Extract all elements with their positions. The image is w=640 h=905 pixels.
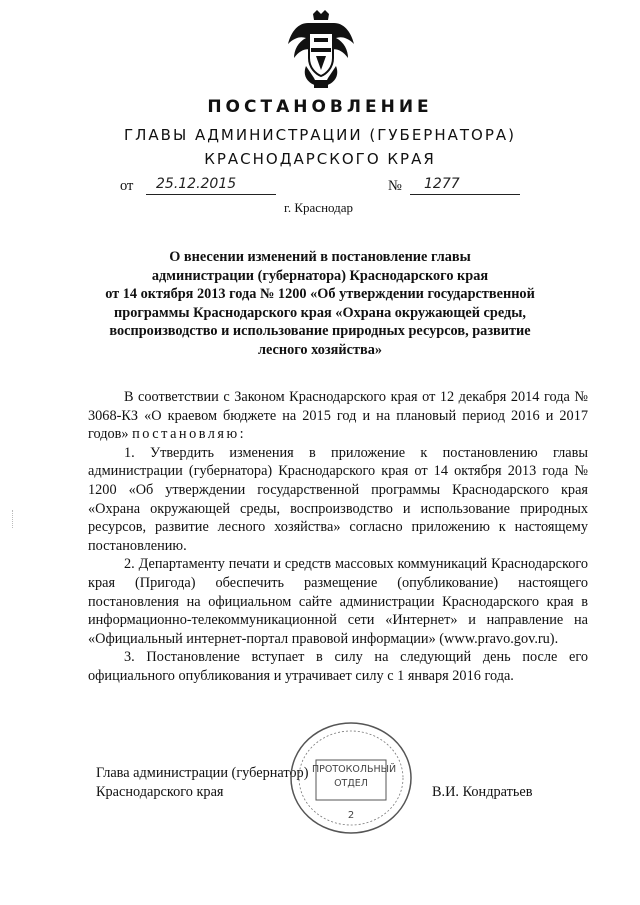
item-3: 3. Постановление вступает в силу на следующий день после его официального опубликования и утрачивает силу с 1 января 2016 года. — [88, 649, 588, 684]
subject-line: программы Краснодарского края «Охрана окружающей среды, — [114, 304, 526, 321]
item-1: 1. Утвердить изменения в приложение к постановлению главы администрации (губернатора) Краснодарского края от 14 октября 2013 года № 1200 «Об утверждении государственной программы Краснодарского края «Охрана окружающей среды, воспроизводство и использование природных ресурсов, развитие лесного хозяйства» согласно приложению к настоящему постановлению. — [88, 444, 588, 554]
number-value: 1277 — [424, 176, 460, 192]
subject-line: от 14 октября 2013 года № 1200 «Об утверждении государственной — [105, 286, 535, 303]
issuer-line-1: ГЛАВЫ АДМИНИСТРАЦИИ (ГУБЕРНАТОРА) — [123, 126, 517, 144]
preamble-text: В соответствии с Законом Краснодарского края от 12 декабря 2014 года № 3068-КЗ «О краевом бюджете на 2015 год и на плановый период 2016 и 2017 годов» — [88, 389, 588, 443]
date-underline — [146, 194, 276, 195]
stamp-line-2: ОТДЕЛ — [334, 778, 368, 789]
number-label: № — [388, 178, 402, 194]
document-subject — [80, 248, 560, 360]
margin-mark — [12, 510, 17, 528]
subject-line: О внесении изменений в постановление главы — [169, 249, 471, 265]
subject-line: воспроизводство и использование природных ресурсов, развитие — [109, 323, 531, 340]
subject-line: лесного хозяйства» — [258, 341, 382, 358]
stamp-number: 2 — [347, 810, 355, 821]
subject-line: администрации (губернатора) Краснодарского края — [151, 267, 489, 284]
date-label: от — [120, 178, 134, 194]
document-body — [88, 388, 588, 686]
official-stamp — [286, 718, 416, 838]
resolve-word: постановляю: — [132, 426, 247, 443]
signatory-position-line-2: Краснодарского края — [96, 784, 224, 800]
number-underline — [410, 194, 520, 195]
coat-of-arms-emblem — [284, 10, 358, 90]
city-label: г. Краснодар — [284, 200, 354, 215]
issuer-line-2: КРАСНОДАРСКОГО КРАЯ — [204, 150, 436, 168]
document-title: ПОСТАНОВЛЕНИЕ — [207, 97, 433, 117]
signatory-position-line-1: Глава администрации (губернатор) — [96, 765, 309, 781]
date-value: 25.12.2015 — [156, 176, 237, 192]
signatory-name: В.И. Кондратьев — [432, 784, 533, 800]
item-2: 2. Департаменту печати и средств массовых коммуникаций Краснодарского края (Пригода) обеспечить размещение (опубликование) настоящего постановления на официальном сайте администрации Краснодарского края в информационно-телекоммуникационной сети «Интернет» и направление на «Официальный интернет-портал правовой информации» (www.pravo.gov.ru). — [88, 556, 588, 647]
stamp-line-1: ПРОТОКОЛЬНЫЙ — [312, 764, 397, 775]
preamble-paragraph — [88, 388, 588, 444]
